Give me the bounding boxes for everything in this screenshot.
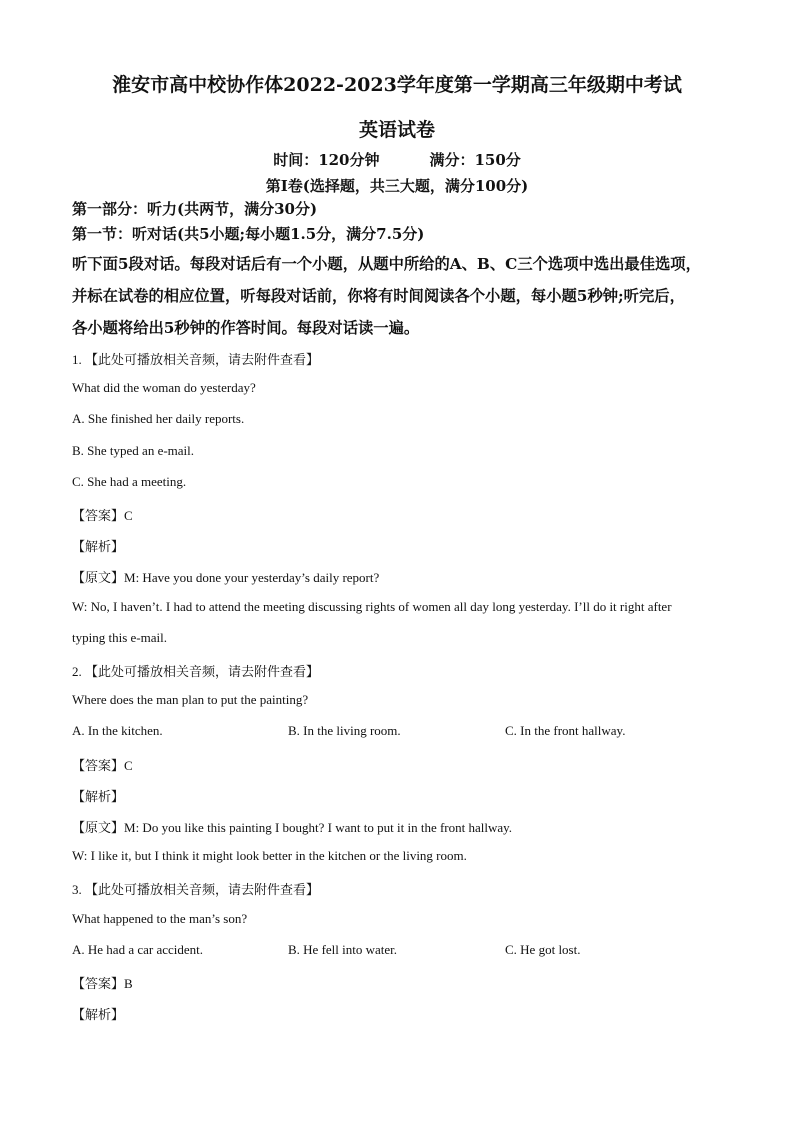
q3-option-c: C. He got lost. <box>505 942 581 957</box>
q2-transcript-2: W: I like it, but I think it might look better in the kitchen or the living room. <box>72 848 467 863</box>
q3-answer-value: B <box>124 976 133 991</box>
q1-question: What did the woman do yesterday? <box>72 380 256 395</box>
part1-heading: 第一部分：听力(共两节，满分30分) <box>72 200 318 218</box>
section1-heading: 第一节：听对话(共5小题;每小题1.5分，满分7.5分) <box>72 225 425 243</box>
q1-answer-label: 【答案】 <box>72 509 125 524</box>
instruction-line: 各小题将给出5秒钟的作答时间。每段对话读一遍。 <box>72 319 420 337</box>
q2-question: Where does the man plan to put the painting? <box>72 692 309 707</box>
q1-option-a: A. She finished her daily reports. <box>72 411 245 426</box>
q3-analysis: 【解析】 <box>72 1008 125 1023</box>
q2-option-b: B. In the living room. <box>288 723 401 738</box>
q3-answer <box>72 973 133 992</box>
q1-answer-value: C <box>124 508 133 523</box>
q1-transcript-2: W: No, I haven’t. I had to attend the meeting discussing rights of women all day long yesterday. I’ll do it right after <box>72 599 672 614</box>
listening-instructions <box>72 248 727 344</box>
q2-answer <box>72 755 133 774</box>
q2-audio-link[interactable]: 【此处可播放相关音频，请去附件查看】 <box>85 665 320 680</box>
q1-transcript-1 <box>72 567 379 586</box>
q1-transcript-label: 【原文】 <box>72 571 125 586</box>
q1-analysis-label <box>72 536 124 555</box>
exam-score: 满分：150分 <box>429 151 521 169</box>
q3-header <box>72 879 319 898</box>
q1-number: 1. <box>72 352 82 367</box>
q1-header <box>72 349 319 368</box>
q2-option-a: A. In the kitchen. <box>72 723 163 738</box>
exam-time: 时间：120分钟 <box>273 151 380 169</box>
q2-number: 2. <box>72 664 82 679</box>
q3-number: 3. <box>72 882 82 897</box>
q2-transcript-text: M: Do you like this painting I bought? I want to put it in the front hallway. <box>124 820 513 835</box>
q3-audio-link[interactable]: 【此处可播放相关音频，请去附件查看】 <box>85 883 320 898</box>
q1-option-c: C. She had a meeting. <box>72 474 187 489</box>
q2-option-c: C. In the front hallway. <box>505 723 626 738</box>
exam-meta <box>0 149 794 170</box>
exam-title: 淮安市高中校协作体2022-2023学年度第一学期高三年级期中考试 <box>112 74 682 96</box>
volume-heading: 第I卷(选择题，共三大题，满分100分) <box>265 177 529 195</box>
exam-subtitle: 英语试卷 <box>358 119 435 141</box>
q3-answer-label: 【答案】 <box>72 977 125 992</box>
q2-transcript-label: 【原文】 <box>72 821 125 836</box>
q1-analysis: 【解析】 <box>72 540 125 555</box>
q3-question: What happened to the man’s son? <box>72 911 248 926</box>
q1-option-b: B. She typed an e-mail. <box>72 443 195 458</box>
q2-analysis: 【解析】 <box>72 790 125 805</box>
q2-answer-label: 【答案】 <box>72 759 125 774</box>
q2-transcript-1 <box>72 817 512 836</box>
q3-analysis-label <box>72 1004 124 1023</box>
q2-header <box>72 661 319 680</box>
q1-transcript-text: M: Have you done your yesterday’s daily report? <box>124 570 380 585</box>
instruction-line: 听下面5段对话。每段对话后有一个小题，从题中所给的A、B、C三个选项中选出最佳选项， <box>72 255 701 273</box>
instruction-line: 并标在试卷的相应位置，听每段对话前，你将有时间阅读各个小题，每小题5秒钟;听完后， <box>72 287 685 305</box>
q1-answer <box>72 505 133 524</box>
q3-option-b: B. He fell into water. <box>288 942 398 957</box>
q1-audio-link[interactable]: 【此处可播放相关音频，请去附件查看】 <box>85 353 320 368</box>
q2-answer-value: C <box>124 758 133 773</box>
q3-option-a: A. He had a car accident. <box>72 942 204 957</box>
q2-analysis-label <box>72 786 124 805</box>
q1-transcript-3: typing this e-mail. <box>72 630 167 645</box>
